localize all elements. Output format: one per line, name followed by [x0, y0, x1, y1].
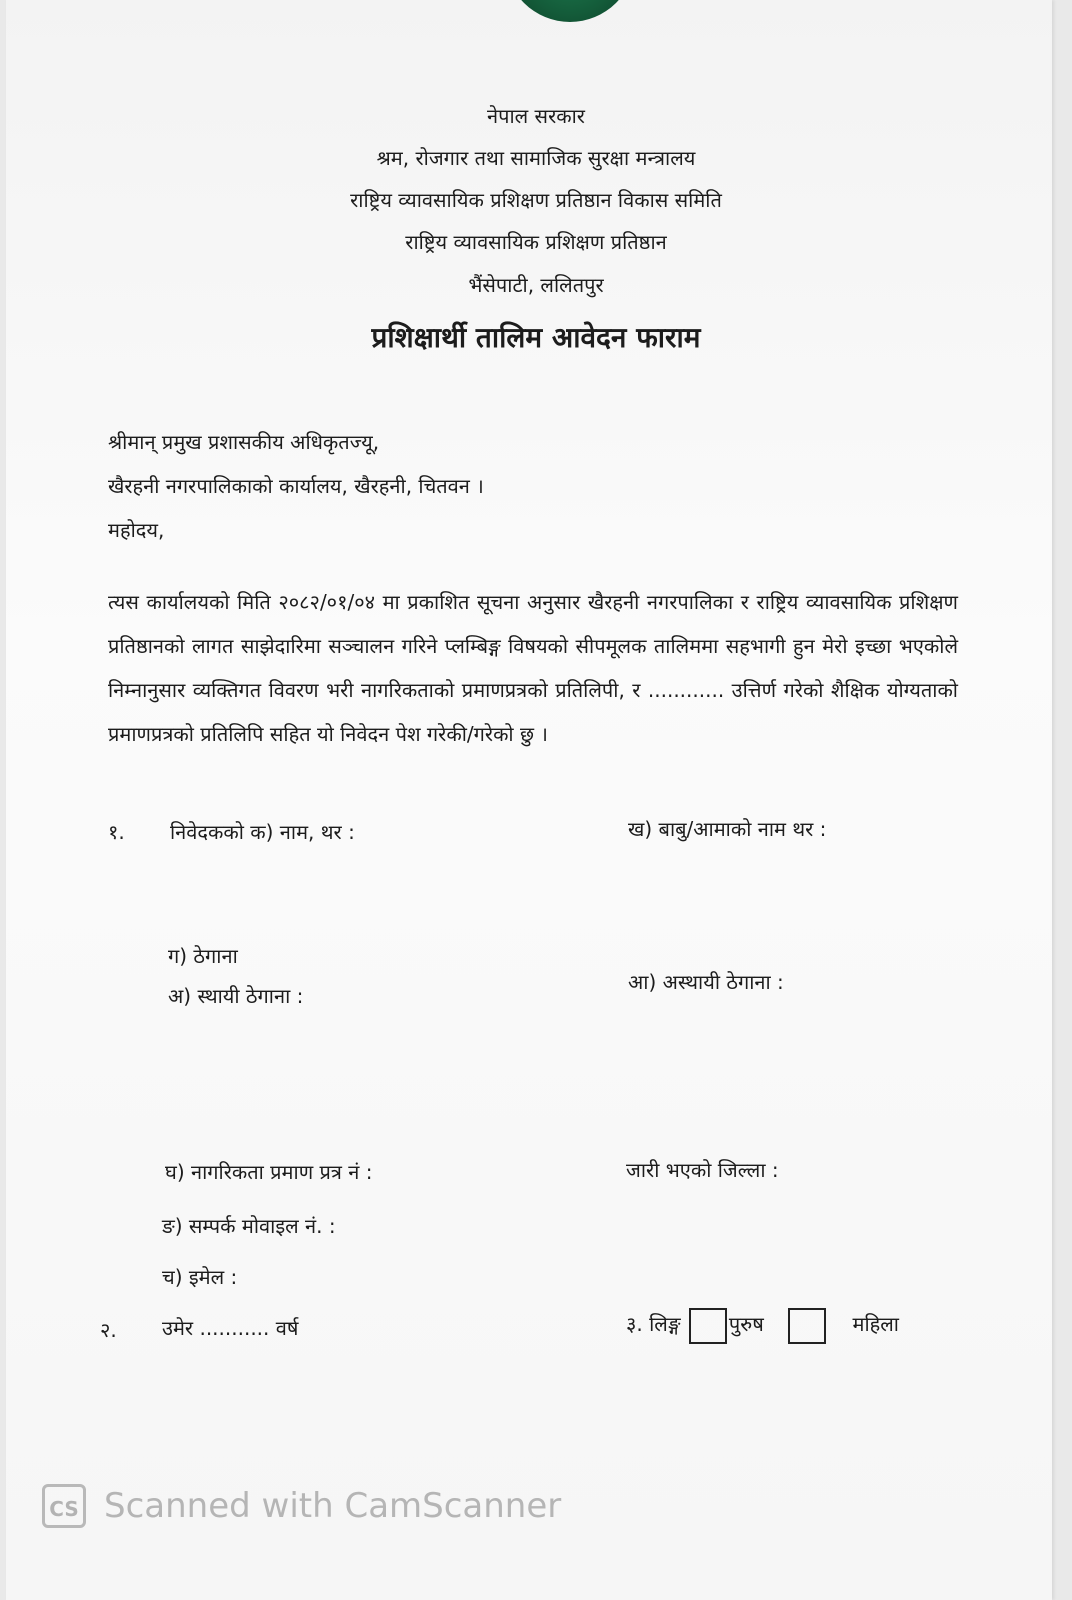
form-title: प्रशिक्षार्थी तालिम आवेदन फाराम [371, 321, 701, 354]
parent-name-label: ख) बाबु/आमाको नाम थर : [628, 817, 827, 841]
citizenship-number-label: घ) नागरिकता प्रमाण प्रत्र नं : [165, 1160, 373, 1184]
addressee-line: श्रीमान् प्रमुख प्रशासकीय अधिकृतज्यू, [108, 430, 380, 454]
item-2-number: २. [100, 1318, 117, 1342]
gender-row [626, 1306, 899, 1344]
mobile-number-label: ङ) सम्पर्क मोवाइल नं. : [162, 1214, 336, 1238]
salutation: महोदय, [108, 518, 165, 542]
addressee-office: खैरहनी नगरपालिकाको कार्यालय, खैरहनी, चितवन । [108, 474, 484, 498]
temporary-address-label: आ) अस्थायी ठेगाना : [628, 970, 784, 994]
female-checkbox[interactable] [788, 1308, 826, 1344]
gender-label: ३. लिङ्ग [626, 1312, 681, 1336]
address-label: ग) ठेगाना [168, 944, 238, 968]
issued-district-label: जारी भएको जिल्ला : [626, 1158, 779, 1182]
header-institute: राष्ट्रिय व्यावसायिक प्रशिक्षण प्रतिष्ठान [405, 230, 667, 254]
application-paragraph: त्यस कार्यालयको मिति २०८२/०१/०४ मा प्रकाशित सूचना अनुसार खैरहनी नगरपालिका र राष्ट्रिय व्यावसायिक प्रशिक्षण प्रतिष्ठानको लागत साझेदारिमा सञ्चालन गरिने प्लम्बिङ्ग विषयको सीपमूलक तालिममा सहभागी हुन मेरो इच्छा भएकोले निम्नानुसार व्यक्तिगत विवरण भरी नागरिकताको प्रमाणप्रत्रको प्रतिलिपी, र ............ उत्तिर्ण गरेको शैक्षिक योग्यताको प्रमाणप्रत्रको प्रतिलिपि सहित यो निवेदन पेश गरेकी/गरेको छु । [108, 590, 958, 746]
email-label: च) इमेल : [162, 1265, 238, 1289]
male-label: पुरुष [728, 1312, 764, 1336]
item-1-number: १. [108, 820, 125, 844]
header-committee: राष्ट्रिय व्यावसायिक प्रशिक्षण प्रतिष्ठान विकास समिति [350, 188, 722, 212]
age-label: उमेर ........... वर्ष [162, 1316, 299, 1340]
male-checkbox[interactable] [689, 1308, 727, 1344]
header-government: नेपाल सरकार [487, 104, 585, 128]
applicant-name-label: निवेदकको क) नाम, थर : [170, 820, 355, 844]
camscanner-watermark: Scanned with CamScanner [104, 1486, 562, 1526]
header-location: भैंसेपाटी, ललितपुर [468, 273, 604, 297]
header-ministry: श्रम, रोजगार तथा सामाजिक सुरक्षा मन्त्रालय [376, 146, 696, 170]
permanent-address-label: अ) स्थायी ठेगाना : [168, 984, 304, 1008]
camscanner-logo: CS [42, 1484, 86, 1528]
female-label: महिला [852, 1312, 899, 1336]
